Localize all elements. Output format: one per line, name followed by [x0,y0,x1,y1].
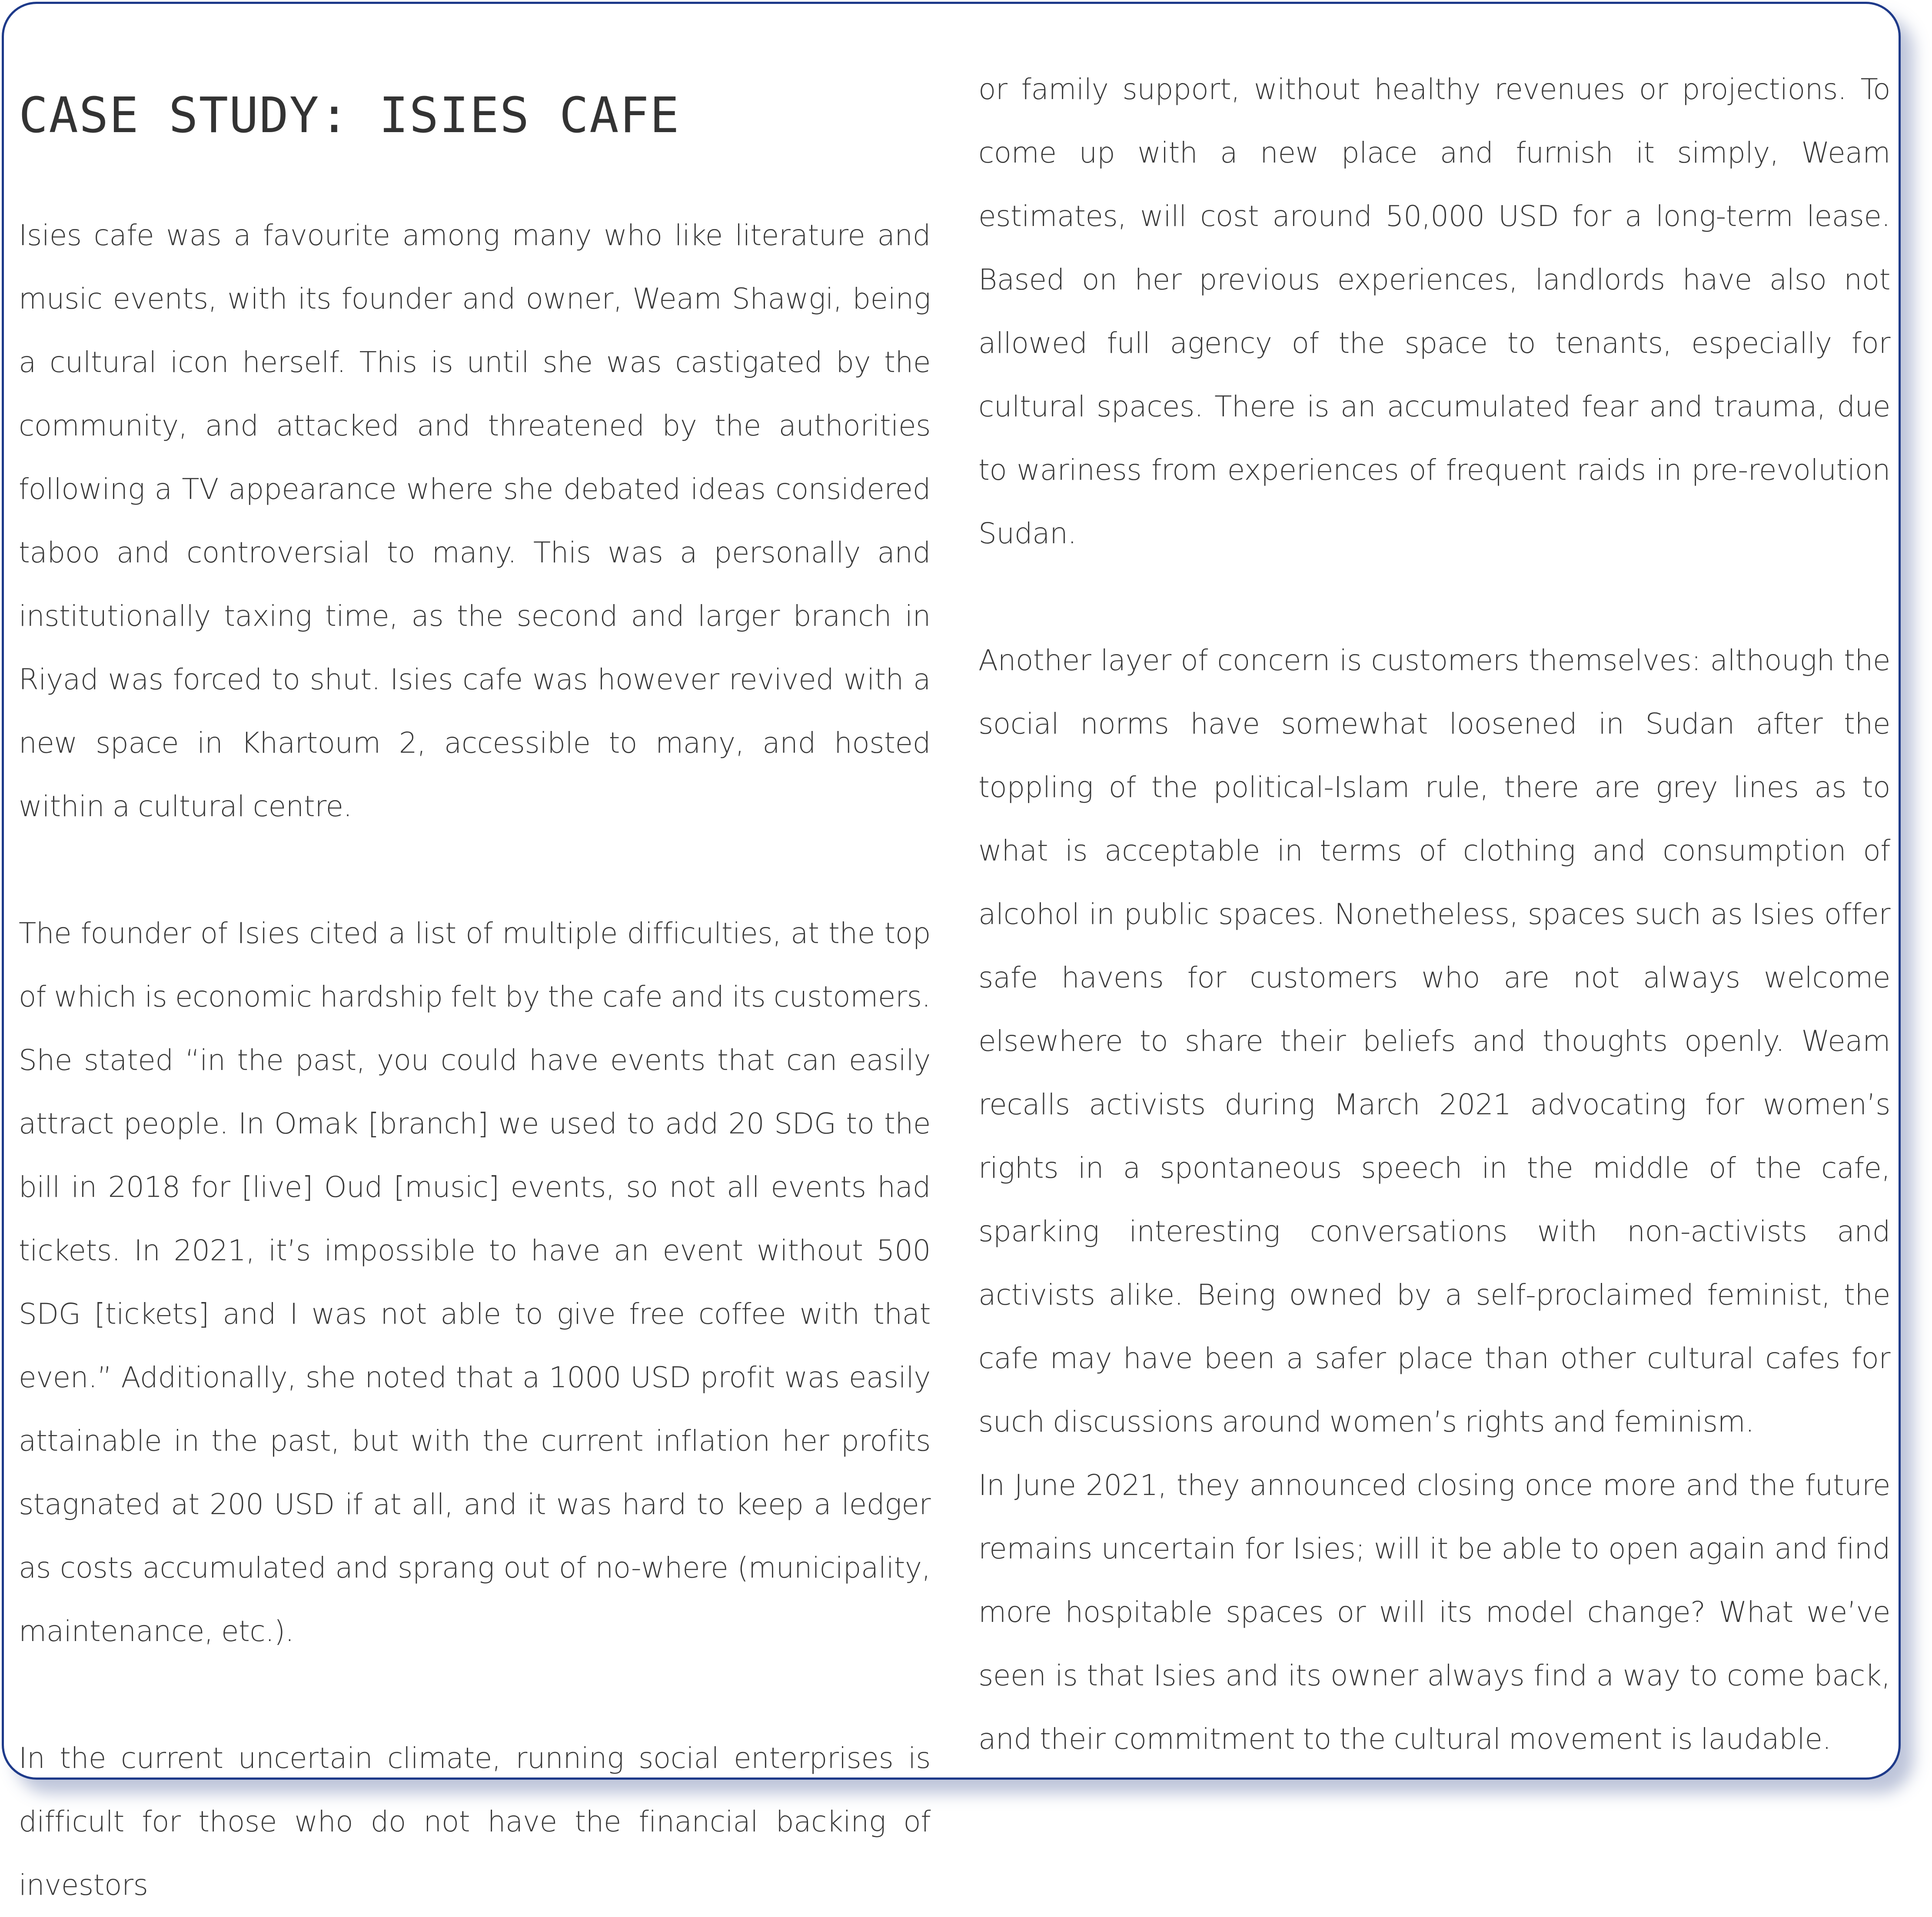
paragraph-customers: Another layer of concern is customers themselves: although the social norms have somewhat loosened in Sudan after the toppling of the political-Islam rule, there are grey lines as to what is acceptable in terms of clothing and consumption of alcohol in public spaces. Nonetheless, spaces such as Isies offer safe havens for customers who are not always welcome elsewhere to share their beliefs and thoughts openly. Weam recalls activists during March 2021 advocating for women’s rights in a spontaneous speech in the middle of the cafe, sparking interesting conversations with non-activists and activists alike. Being owned by a self-proclaimed feminist, the cafe may have been a safer place than other cultural cafes for such discussions around women’s rights and feminism. [978,644,1890,1439]
paragraph-continued: or family support, without healthy revenues or projections. To come up with a new place and furnish it simply, Weam estimates, will cost around 50,000 USD for a long-term lease. Based on her previous experiences, landlords have also not allowed full agency of the space to tenants, especially for cultural spaces. There is an accumulated fear and trauma, due to wariness from experiences of frequent raids in pre-revolution Sudan. [978,73,1890,550]
paragraph-climate: In the current uncertain climate, running social enterprises is difficult for those who do not have the financial backing of investors [19,1741,931,1902]
right-column [978,4,1890,1771]
paragraph-difficulties: The founder of Isies cited a list of multiple difficulties, at the top of which is economic hardship felt by the cafe and its customers. She stated “in the past, you could have events that can easily attract people. In Omak [branch] we used to add 20 SDG to the bill in 2018 for [live] Oud [music] events, so not all events had tickets. In 2021, it’s impossible to have an event without 500 SDG [tickets] and I was not able to give free coffee with that even.” Additionally, she noted that a 1000 USD profit was easily attainable in the past, but with the current inflation her profits stagnated at 200 USD if at all, and it was hard to keep a ledger as costs accumulated and sprang out of no-where (municipality, maintenance, etc.). [19,917,931,1648]
page-title: CASE STUDY: ISIES CAFE [19,87,680,144]
paragraph-closing: In June 2021, they announced closing once more and the future remains uncertain for Isies; will it be able to open again and find more hospitable spaces or will its model change? What we’ve seen is that Isies and its owner always find a way to come back, and their commitment to the cultural movement is laudable. [978,1468,1890,1756]
case-study-card [2,2,1901,1902]
left-column [19,4,931,1917]
paragraph-intro: Isies cafe was a favourite among many who like literature and music events, with its founder and owner, Weam Shawgi, being a cultural icon herself. This is until she was castigated by the community, and attacked and threatened by the authorities following a TV appearance where she debated ideas considered taboo and controversial to many. This was a personally and institutionally taxing time, as the second and larger branch in Riyad was forced to shut. Isies cafe was however revived with a new space in Khartoum 2, accessible to many, and hosted within a cultural centre. [19,219,931,823]
